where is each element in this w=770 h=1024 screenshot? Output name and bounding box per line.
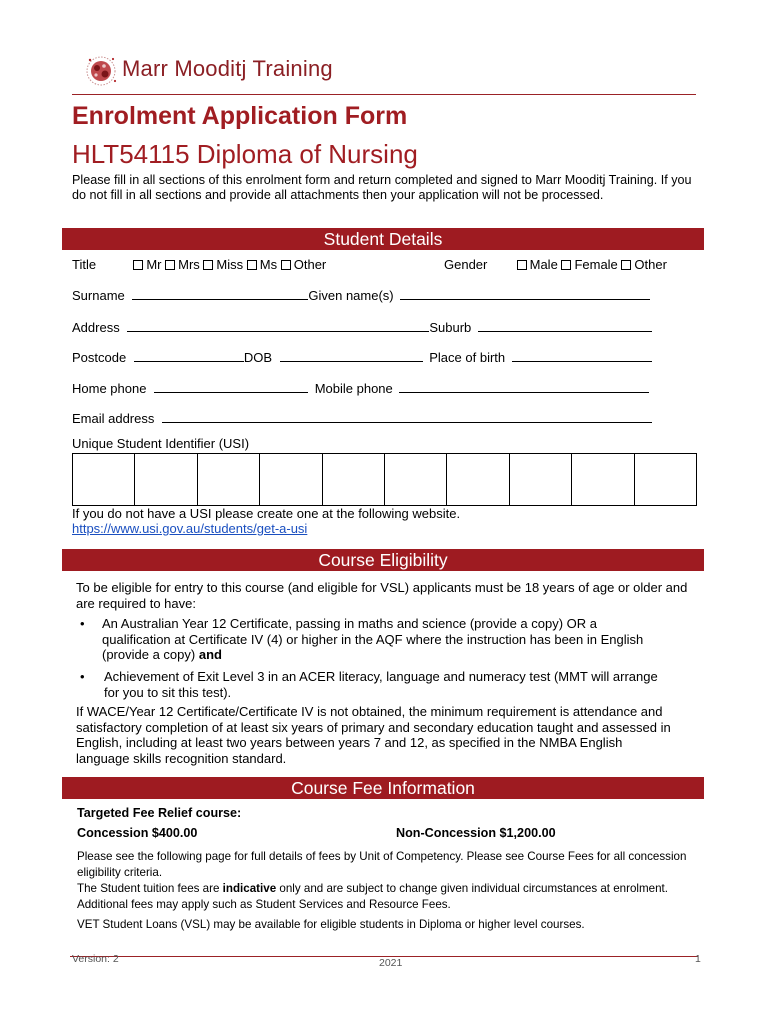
surname-field[interactable] [132, 288, 308, 300]
checkbox[interactable] [621, 260, 631, 270]
checkbox[interactable] [561, 260, 571, 270]
home-phone-label: Home phone [72, 381, 147, 396]
gender-option-other[interactable]: Other [621, 257, 667, 272]
usi-cell[interactable] [572, 454, 634, 505]
usi-note: If you do not have a USI please create one at the following website. [72, 506, 461, 521]
usi-cell[interactable] [73, 454, 135, 505]
logo-emblem-icon [82, 50, 122, 90]
checkbox[interactable] [203, 260, 213, 270]
title-label: Title [72, 257, 97, 272]
tuition-note: The Student tuition fees are indicative only and are subject to change given individual circumstances at enrolment. Additional fees may apply such as Student Services and Resource Fees. [77, 882, 669, 911]
title-option-miss[interactable]: Miss [203, 257, 243, 272]
usi-cell[interactable] [260, 454, 322, 505]
intro-text: Please fill in all sections of this enrolment form and return completed and signed to Marr Mooditj Training. If you do not fill in all sections and provide all attachments then your application will not be processed. [72, 173, 692, 202]
checkbox[interactable] [165, 260, 175, 270]
address-label: Address [72, 320, 120, 335]
home-phone-field[interactable] [154, 381, 308, 393]
usi-cell[interactable] [323, 454, 385, 505]
usi-link[interactable]: https://www.usi.gov.au/students/get-a-usi [72, 521, 308, 536]
footer-year: 2021 [379, 957, 403, 969]
header-rule [72, 94, 696, 95]
footer-page-number: 1 [695, 953, 701, 965]
gender-option-male[interactable]: Male [517, 257, 558, 272]
gender-row [444, 257, 667, 273]
eligibility-closing: If WACE/Year 12 Certificate/Certificate IV is not obtained, the minimum requirement is attendance and satisfactory completion of at least six years of primary and secondary education taught and assessed in English, including at least two years between years 7 and 12, as specified in the NMBA English language skills recognition standard. [76, 704, 671, 767]
title-option-mr[interactable]: Mr [133, 257, 161, 272]
mobile-phone-field[interactable] [399, 381, 649, 393]
course-eligibility-band: Course Eligibility [62, 549, 704, 571]
suburb-label: Suburb [429, 320, 472, 335]
logo [82, 50, 362, 90]
gender-label: Gender [444, 257, 488, 272]
checkbox[interactable] [517, 260, 527, 270]
non-concession-fee: Non-Concession $1,200.00 [396, 826, 556, 840]
checkbox[interactable] [133, 260, 143, 270]
mobile-phone-label: Mobile phone [314, 381, 393, 396]
name-row [72, 288, 650, 304]
given-names-field[interactable] [400, 288, 650, 300]
dob-label: DOB [243, 350, 272, 365]
email-field[interactable] [162, 411, 652, 423]
fee-details-note: Please see the following page for full details of fees by Unit of Competency. Please see Course Fees for all concession eligibility criteria. [77, 850, 687, 879]
concession-fee: Concession $400.00 [77, 826, 198, 840]
title-option-ms[interactable]: Ms [247, 257, 277, 272]
usi-cell[interactable] [447, 454, 509, 505]
targeted-fee-heading: Targeted Fee Relief course: [77, 806, 242, 820]
title-option-other[interactable]: Other [281, 257, 327, 272]
usi-cell[interactable] [135, 454, 197, 505]
email-label: Email address [72, 411, 155, 426]
checkbox[interactable] [247, 260, 257, 270]
footer-version: Version: 2 [72, 953, 119, 965]
form-title: Enrolment Application Form [72, 102, 408, 130]
address-row [72, 320, 652, 336]
student-details-band: Student Details [62, 228, 704, 250]
bullet-dot: • [80, 669, 85, 684]
place-of-birth-field[interactable] [512, 350, 652, 362]
usi-cell[interactable] [510, 454, 572, 505]
email-row [72, 411, 652, 427]
usi-cell[interactable] [385, 454, 447, 505]
eligibility-bullet-1: An Australian Year 12 Certificate, passing in maths and science (provide a copy) OR a qualification at Certificate IV (4) or higher in the AQF where the instruction has been in English (provide a copy) and [102, 616, 644, 663]
phone-row [72, 381, 649, 397]
usi-label: Unique Student Identifier (USI) [72, 436, 250, 451]
eligibility-intro: To be eligible for entry to this course (and eligible for VSL) applicants must be 18 years of age or older and are required to have: [76, 580, 688, 611]
postcode-label: Postcode [72, 350, 127, 365]
surname-label: Surname [72, 288, 125, 303]
address-field[interactable] [127, 320, 429, 332]
course-title: HLT54115 Diploma of Nursing [72, 139, 418, 169]
postcode-row [72, 350, 652, 366]
title-row [72, 257, 326, 273]
title-option-mrs[interactable]: Mrs [165, 257, 200, 272]
vsl-note: VET Student Loans (VSL) may be available for eligible students in Diploma or higher level courses. [77, 918, 585, 931]
checkbox[interactable] [281, 260, 291, 270]
bullet-dot: • [80, 616, 85, 631]
place-of-birth-label: Place of birth [429, 350, 506, 365]
eligibility-bullet-2: Achievement of Exit Level 3 in an ACER literacy, language and numeracy test (MMT will arrange for you to sit this test). [104, 669, 658, 700]
usi-grid [72, 453, 697, 506]
usi-cell[interactable] [635, 454, 696, 505]
suburb-field[interactable] [478, 320, 652, 332]
dob-field[interactable] [280, 350, 423, 362]
course-fee-band: Course Fee Information [62, 777, 704, 799]
postcode-field[interactable] [134, 350, 244, 362]
gender-option-female[interactable]: Female [561, 257, 617, 272]
usi-cell[interactable] [198, 454, 260, 505]
logo-text: Marr Mooditj Training [122, 56, 333, 81]
given-names-label: Given name(s) [308, 288, 394, 303]
